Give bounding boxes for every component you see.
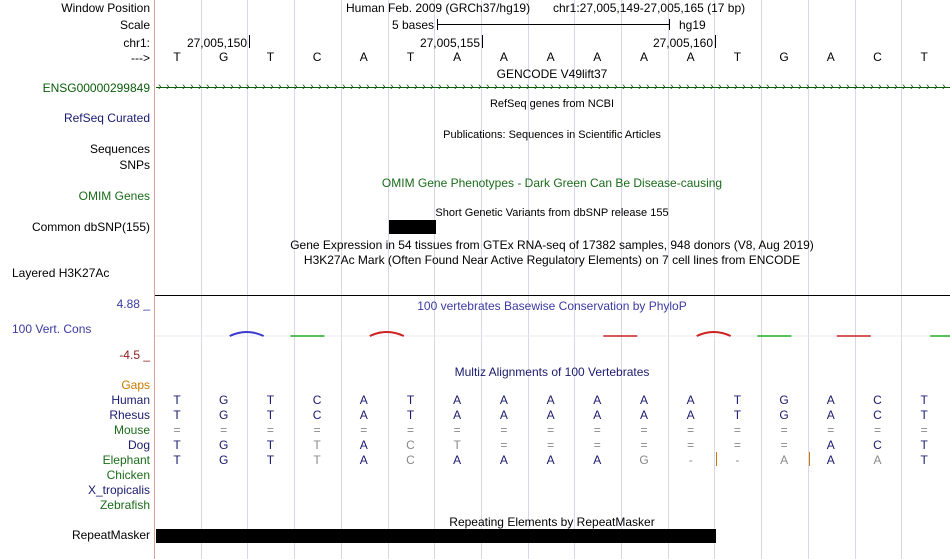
strand-chevron-icon: › [358, 81, 362, 93]
track-title-multiz: Multiz Alignments of 100 Vertebrates [454, 365, 650, 379]
track-title-h3k27ac-title: H3K27Ac Mark (Often Found Near Active Regulatory Elements) on 7 cell lines from ENCODE [303, 253, 801, 267]
alignment-base: A [546, 393, 555, 407]
alignment-base: A [826, 453, 835, 467]
strand-chevron-icon: › [622, 81, 626, 93]
phylop-plot[interactable] [155, 322, 950, 352]
alignment-base: C [873, 408, 882, 422]
alignment-base: A [593, 453, 602, 467]
alignment-base: = [266, 423, 274, 437]
strand-chevron-icon: › [806, 81, 810, 93]
scale-bar-left-tick [437, 19, 438, 30]
base-letter: T [266, 50, 275, 64]
strand-chevron-icon: › [446, 81, 450, 93]
strand-chevron-icon: › [286, 81, 290, 93]
alignment-base: A [686, 408, 695, 422]
base-letter: C [873, 50, 882, 64]
alignment-base: T [173, 453, 181, 467]
alignment-base: A [686, 393, 695, 407]
strand-chevron-icon: › [654, 81, 658, 93]
alignment-base: A [499, 408, 508, 422]
label-sp-human[interactable]: Human [111, 393, 150, 407]
strand-chevron-icon: › [766, 81, 770, 93]
strand-chevron-icon: › [262, 81, 266, 93]
strand-chevron-icon: › [406, 81, 410, 93]
strand-chevron-icon: › [294, 81, 298, 93]
base-letter: A [686, 50, 695, 64]
base-letter: C [312, 50, 322, 64]
strand-chevron-icon: › [494, 81, 498, 93]
alignment-base: C [312, 408, 322, 422]
alignment-base: G [219, 393, 229, 407]
phylop-score-shape [697, 332, 731, 336]
label-phylop-max[interactable]: 4.88 _ [116, 297, 150, 311]
strand-chevron-icon: › [214, 81, 218, 93]
strand-chevron-icon: › [750, 81, 754, 93]
strand-chevron-icon: › [318, 81, 322, 93]
label-sp-mouse[interactable]: Mouse [113, 423, 150, 437]
strand-chevron-icon: › [590, 81, 594, 93]
alignment-base: = [173, 423, 181, 437]
scale-bar [437, 24, 670, 25]
alignment-base: = [500, 423, 508, 437]
alignment-base: = [593, 423, 601, 437]
alignment-base: = [920, 423, 928, 437]
alignment-base: = [780, 438, 788, 452]
label-phylop-min[interactable]: -4.5 _ [119, 348, 150, 362]
coord-160: 27,005,160 [652, 36, 713, 50]
strand-chevron-icon: › [326, 81, 330, 93]
alignment-base: = [733, 423, 741, 437]
alignment-base: C [312, 393, 322, 407]
strand-chevron-icon: › [502, 81, 506, 93]
strand-chevron-icon: › [862, 81, 866, 93]
alignment-base: A [359, 408, 368, 422]
alignment-base: T [313, 438, 321, 452]
scale-bar-right-tick [669, 19, 670, 30]
strand-chevron-icon: › [246, 81, 250, 93]
strand-chevron-icon: › [510, 81, 514, 93]
alignment-base: = [640, 438, 648, 452]
alignment-base: = [780, 423, 788, 437]
strand-chevron-icon: › [526, 81, 530, 93]
strand-chevron-icon: › [398, 81, 402, 93]
base-letter: T [920, 50, 928, 64]
alignment-base: T [406, 393, 415, 407]
strand-chevron-icon: › [638, 81, 642, 93]
strand-chevron-icon: › [782, 81, 786, 93]
strand-chevron-icon: › [662, 81, 666, 93]
alignment-base: - [735, 453, 740, 467]
alignment-base: G [219, 453, 229, 467]
phylop-score-shape [370, 332, 404, 336]
strand-chevron-icon: › [822, 81, 826, 93]
ruler-tick [249, 35, 250, 48]
alignment-base: A [359, 438, 368, 452]
position-label: chr1:27,005,149-27,005,165 (17 bp) [553, 1, 746, 15]
strand-chevron-icon: › [238, 81, 242, 93]
strand-chevron-icon: › [550, 81, 554, 93]
strand-chevron-icon: › [734, 81, 738, 93]
alignment-base: T [920, 438, 928, 452]
alignment-base: = [827, 423, 835, 437]
assembly-label: Human Feb. 2009 (GRCh37/hg19) [346, 1, 531, 15]
alignment-base: T [173, 438, 181, 452]
label-chrom[interactable]: chr1: [123, 36, 150, 50]
strand-chevron-icon: › [942, 81, 946, 93]
strand-chevron-icon: › [270, 81, 274, 93]
strand-chevron-icon: › [574, 81, 578, 93]
strand-chevron-icon: › [910, 81, 914, 93]
track-title-gencode: GENCODE V49lift37 [496, 67, 608, 81]
track-title-phylop-title: 100 vertebrates Basewise Conservation by PhyloP [417, 299, 687, 313]
alignment-base: T [266, 408, 275, 422]
base-letter: A [499, 50, 508, 64]
label-window-position[interactable]: Window Position [61, 1, 150, 15]
strand-chevron-icon: › [478, 81, 482, 93]
strand-chevron-icon: › [558, 81, 562, 93]
label-sp-dog[interactable]: Dog [127, 438, 150, 452]
strand-chevron-icon: › [454, 81, 458, 93]
strand-chevron-icon: › [670, 81, 674, 93]
dbsnp-variant-block[interactable] [389, 220, 436, 234]
track-title-dbsnp-title: Short Genetic Variants from dbSNP release 155 [435, 207, 669, 219]
strand-chevron-icon: › [902, 81, 906, 93]
alignment-base: T [173, 393, 181, 407]
label-sequences[interactable]: Sequences [89, 142, 150, 156]
label-cons[interactable]: 100 Vert. Cons [12, 322, 92, 336]
label-strand[interactable]: ---> [131, 51, 150, 65]
grid-line [668, 0, 669, 559]
alignment-base: A [453, 393, 462, 407]
strand-chevron-icon: › [174, 81, 178, 93]
alignment-base: A [499, 453, 508, 467]
alignment-base: T [733, 408, 742, 422]
label-h3k27ac[interactable]: Layered H3K27Ac [12, 266, 110, 280]
track-title-publications: Publications: Sequences in Scientific Articles [443, 129, 661, 141]
strand-chevron-icon: › [598, 81, 602, 93]
strand-chevron-icon: › [414, 81, 418, 93]
repeatmasker-block[interactable] [156, 529, 716, 543]
label-refseq[interactable]: RefSeq Curated [63, 111, 150, 125]
strand-chevron-icon: › [686, 81, 690, 93]
strand-chevron-icon: › [438, 81, 442, 93]
strand-chevron-icon: › [726, 81, 730, 93]
base-letter: T [406, 50, 415, 64]
strand-chevron-icon: › [390, 81, 394, 93]
strand-chevron-icon: › [470, 81, 474, 93]
strand-chevron-icon: › [158, 81, 162, 93]
alignment-base: T [920, 453, 928, 467]
alignment-base: C [873, 393, 882, 407]
strand-chevron-icon: › [878, 81, 882, 93]
strand-chevron-icon: › [534, 81, 538, 93]
strand-chevron-icon: › [678, 81, 682, 93]
alignment-base: = [873, 423, 882, 437]
base-letter: A [639, 50, 649, 64]
phylop-score-shape [230, 332, 264, 336]
ruler-tick [482, 35, 483, 48]
grid-line [388, 0, 389, 559]
strand-chevron-icon: › [926, 81, 930, 93]
strand-chevron-icon: › [486, 81, 490, 93]
alignment-base: A [546, 453, 555, 467]
strand-chevron-icon: › [366, 81, 370, 93]
strand-chevron-icon: › [694, 81, 698, 93]
track-title-omim-pheno: OMIM Gene Phenotypes - Dark Green Can Be Disease-causing [381, 176, 723, 190]
strand-chevron-icon: › [918, 81, 922, 93]
grid-line [714, 0, 715, 559]
label-repeatmasker[interactable]: RepeatMasker [71, 528, 150, 542]
track-title-refseq-ncbi: RefSeq genes from NCBI [489, 98, 615, 110]
gap-marker [809, 452, 810, 466]
strand-chevron-icon: › [334, 81, 338, 93]
alignment-base: G [779, 393, 789, 407]
strand-chevron-icon: › [462, 81, 466, 93]
alignment-base: = [406, 423, 415, 437]
strand-chevron-icon: › [710, 81, 714, 93]
strand-chevron-icon: › [518, 81, 522, 93]
alignment-base: A [826, 438, 835, 452]
label-sp-xtrop[interactable]: X_tropicalis [87, 483, 150, 497]
alignment-base: A [359, 393, 368, 407]
label-sp-chicken[interactable]: Chicken [106, 468, 150, 482]
alignment-base: A [826, 408, 835, 422]
strand-chevron-icon: › [630, 81, 634, 93]
alignment-base: = [220, 423, 228, 437]
track-title-repeat-title: Repeating Elements by RepeatMasker [449, 515, 655, 529]
track-separator [155, 295, 950, 296]
alignment-base: T [266, 393, 275, 407]
scale-db: hg19 [679, 18, 706, 32]
label-sp-rhesus[interactable]: Rhesus [109, 408, 150, 422]
strand-chevron-icon: › [614, 81, 618, 93]
base-letter: A [546, 50, 555, 64]
strand-chevron-icon: › [814, 81, 818, 93]
coord-150: 27,005,150 [186, 36, 247, 50]
alignment-base: = [500, 438, 508, 452]
alignment-base: A [453, 408, 462, 422]
alignment-base: A [499, 393, 508, 407]
alignment-base: A [546, 408, 555, 422]
base-letter: T [173, 50, 181, 64]
base-letter: A [359, 50, 368, 64]
strand-chevron-icon: › [374, 81, 378, 93]
strand-chevron-icon: › [430, 81, 434, 93]
label-sp-zebrafish[interactable]: Zebrafish [99, 498, 150, 512]
strand-chevron-icon: › [422, 81, 426, 93]
alignment-base: = [687, 438, 695, 452]
coord-155: 27,005,155 [419, 36, 480, 50]
strand-chevron-icon: › [254, 81, 258, 93]
label-snps[interactable]: SNPs [119, 158, 150, 172]
alignment-base: = [640, 423, 648, 437]
strand-chevron-icon: › [934, 81, 938, 93]
strand-chevron-icon: › [582, 81, 586, 93]
base-letter: T [733, 50, 742, 64]
strand-chevron-icon: › [310, 81, 314, 93]
strand-chevron-icon: › [222, 81, 226, 93]
strand-chevron-icon: › [870, 81, 874, 93]
alignment-base: T [453, 438, 461, 452]
alignment-base: C [406, 438, 415, 452]
strand-chevron-icon: › [798, 81, 802, 93]
alignment-base: G [639, 453, 649, 467]
alignment-base: G [219, 408, 229, 422]
strand-chevron-icon: › [758, 81, 762, 93]
alignment-base: A [780, 453, 789, 467]
strand-chevron-icon: › [342, 81, 346, 93]
strand-chevron-icon: › [350, 81, 354, 93]
strand-chevron-icon: › [718, 81, 722, 93]
strand-chevron-icon: › [838, 81, 842, 93]
label-scale[interactable]: Scale [119, 18, 150, 32]
strand-chevron-icon: › [302, 81, 306, 93]
strand-chevron-icon: › [886, 81, 890, 93]
label-gene-ensg[interactable]: ENSG00000299849 [42, 81, 150, 95]
alignment-base: A [639, 393, 649, 407]
alignment-base: A [359, 453, 368, 467]
alignment-base: T [266, 453, 275, 467]
label-sp-elephant[interactable]: Elephant [102, 453, 150, 467]
alignment-base: A [639, 408, 649, 422]
strand-chevron-icon: › [702, 81, 706, 93]
gap-marker [716, 452, 717, 466]
alignment-base: = [453, 423, 461, 437]
alignment-base: T [266, 438, 275, 452]
alignment-base: C [406, 453, 415, 467]
alignment-base: C [873, 438, 882, 452]
strand-chevron-icon: › [854, 81, 858, 93]
alignment-base: A [826, 393, 835, 407]
strand-chevron-icon: › [278, 81, 282, 93]
alignment-base: T [313, 453, 321, 467]
strand-chevron-icon: › [382, 81, 386, 93]
alignment-base: A [873, 453, 882, 467]
base-letter: A [826, 50, 835, 64]
ruler-tick [715, 35, 716, 48]
alignment-base: A [593, 393, 602, 407]
strand-chevron-icon: › [190, 81, 194, 93]
strand-chevron-icon: › [774, 81, 778, 93]
alignment-base: T [406, 408, 415, 422]
alignment-base: = [593, 438, 601, 452]
strand-chevron-icon: › [830, 81, 834, 93]
strand-chevron-icon: › [206, 81, 210, 93]
alignment-base: = [313, 423, 321, 437]
strand-chevron-icon: › [230, 81, 234, 93]
base-letter: G [219, 50, 229, 64]
alignment-base: - [688, 453, 693, 467]
alignment-base: = [547, 438, 555, 452]
strand-chevron-icon: › [606, 81, 610, 93]
alignment-base: T [920, 393, 928, 407]
alignment-base: = [687, 423, 695, 437]
base-letter: A [453, 50, 462, 64]
strand-chevron-icon: › [846, 81, 850, 93]
base-letter: A [593, 50, 602, 64]
alignment-base: = [360, 423, 368, 437]
track-labels-column [0, 0, 155, 559]
strand-chevron-icon: › [790, 81, 794, 93]
strand-chevron-icon: › [894, 81, 898, 93]
strand-chevron-icon: › [166, 81, 170, 93]
track-title-gtex: Gene Expression in 54 tissues from GTEx RNA-seq of 17382 samples, 948 donors (V8, Aug 2019) [290, 238, 814, 252]
scale-text: 5 bases [391, 18, 434, 32]
alignment-base: G [219, 438, 229, 452]
alignment-base: T [733, 393, 742, 407]
strand-chevron-icon: › [566, 81, 570, 93]
grid-line [434, 0, 435, 559]
label-dbsnp[interactable]: Common dbSNP(155) [31, 220, 150, 234]
alignment-base: T [920, 408, 928, 422]
strand-chevron-icon: › [542, 81, 546, 93]
alignment-base: G [779, 408, 789, 422]
strand-chevron-icon: › [742, 81, 746, 93]
alignment-base: A [453, 453, 462, 467]
label-gaps[interactable]: Gaps [121, 378, 150, 392]
strand-chevron-icon: › [646, 81, 650, 93]
alignment-base: = [547, 423, 555, 437]
strand-chevron-icon: › [182, 81, 186, 93]
label-omim[interactable]: OMIM Genes [78, 189, 150, 203]
alignment-base: T [173, 408, 181, 422]
alignment-base: = [733, 438, 741, 452]
strand-chevron-icon: › [198, 81, 202, 93]
base-letter: G [779, 50, 789, 64]
alignment-base: A [593, 408, 602, 422]
